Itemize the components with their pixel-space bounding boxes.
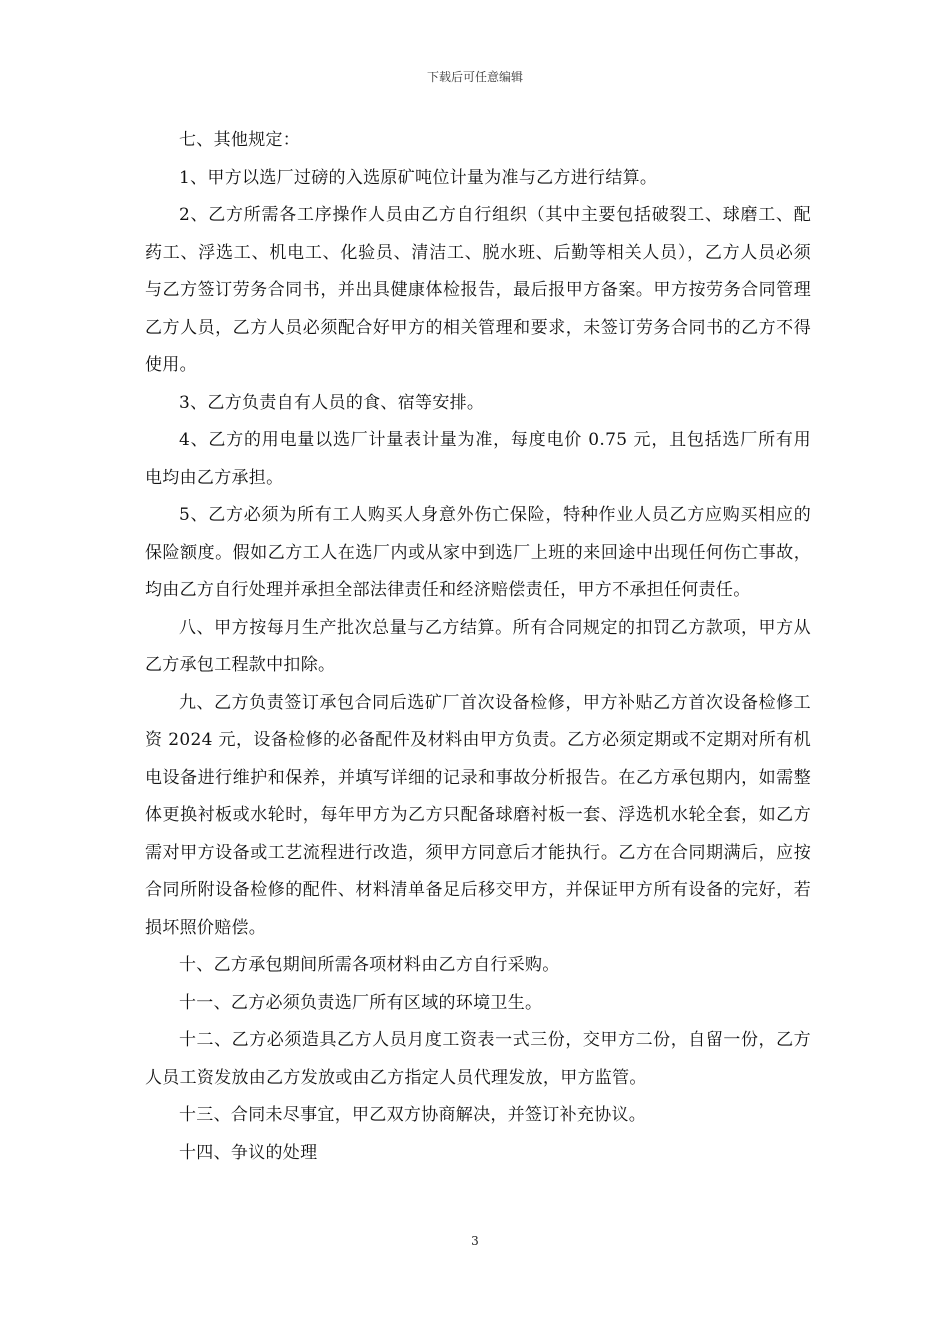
section-9: 九、乙方负责签订承包合同后选矿厂首次设备检修，甲方补贴乙方首次设备检修工资 2024 元，设备检修的必备配件及材料由甲方负责。乙方必须定期或不定期对所有机电设备进行维护和保养，并填写详细的记录和事故分析报告。在乙方承包期内，如需整体更换衬板或水轮时，每年甲方为乙方只配备球磨衬板一套、浮选机水轮全套，如乙方需对甲方设备或工艺流程进行改造，须甲方同意后才能执行。乙方在合同期满后，应按合同所附设备检修的配件、材料清单备足后移交甲方，并保证甲方所有设备的完好，若损坏照价赔偿。 <box>145 692 811 938</box>
clause-7-1: 1、甲方以选厂过磅的入选原矿吨位计量为准与乙方进行结算。 <box>179 167 658 188</box>
page-number: 3 <box>471 1234 479 1248</box>
section-14-heading: 十四、争议的处理 <box>179 1142 318 1163</box>
section-10: 十、乙方承包期间所需各项材料由乙方自行采购。 <box>179 955 560 975</box>
document-body <box>145 122 811 1172</box>
clause-7-5: 5、乙方必须为所有工人购买人身意外伤亡保险，特种作业人员乙方应购买相应的保险额度。假如乙方工人在选厂内或从家中到选厂上班的来回途中出现任何伤亡事故，均由乙方自行处理并承担全部法律责任和经济赔偿责任，甲方不承担任何责任。 <box>145 505 811 600</box>
section-7-heading: 七、其他规定： <box>179 130 301 150</box>
section-13: 十三、合同未尽事宜，甲乙双方协商解决，并签订补充协议。 <box>179 1105 647 1125</box>
clause-7-4: 4、乙方的用电量以选厂计量表计量为准，每度电价 0.75 元，且包括选厂所有用电均由乙方承担。 <box>145 430 811 488</box>
section-11: 十一、乙方必须负责选厂所有区域的环境卫生。 <box>179 992 543 1013</box>
clause-7-2: 2、乙方所需各工序操作人员由乙方自行组织（其中主要包括破裂工、球磨工、配药工、浮选工、机电工、化验员、清洁工、脱水班、后勤等相关人员），乙方人员必须与乙方签订劳务合同书，并出具健康体检报告，最后报甲方备案。甲方按劳务合同管理乙方人员，乙方人员必须配合好甲方的相关管理和要求，未签订劳务合同书的乙方不得使用。 <box>145 205 811 375</box>
header-note: 下载后可任意编辑 <box>426 70 523 84</box>
section-8: 八、甲方按每月生产批次总量与乙方结算。所有合同规定的扣罚乙方款项，甲方从乙方承包工程款中扣除。 <box>145 617 811 675</box>
clause-7-3: 3、乙方负责自有人员的食、宿等安排。 <box>179 392 485 413</box>
section-12: 十二、乙方必须造具乙方人员月度工资表一式三份，交甲方二份，自留一份，乙方人员工资发放由乙方发放或由乙方指定人员代理发放，甲方监管。 <box>145 1030 811 1088</box>
